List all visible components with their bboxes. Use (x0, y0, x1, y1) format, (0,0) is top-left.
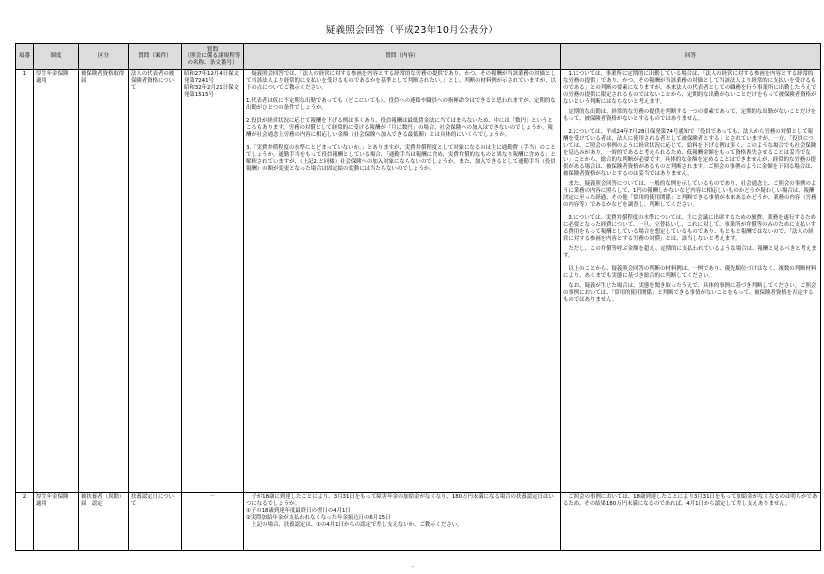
answer-paragraph: 以上のことから、疑義照会回答の判断の材料例は、一例であり、優先順位づけはなく、複数の判断材料により、あくまでも実態に基づき総合的に判断してください。 (563, 266, 817, 279)
row-no: 1 (16, 70, 34, 493)
header-question-item: 質問（案件） (129, 44, 182, 70)
content-paragraph: 子が18歳に到達したことにより、3月31日をもって障害年金の加給金がなくなり、180万円未満になる場合の扶養認定日はいつになるでしょうか。 ①子の18歳到達年度最終日の翌日の4月1日 ②実際加給年金が支払われなくなった年金振込日の6月15日 上記の場合、扶養認定は、①の4月1日からの認定で差し支えないか、ご教示ください。 (246, 494, 554, 528)
row-content (244, 493, 561, 551)
row-item: 扶養認定日について (129, 493, 182, 551)
row-category: 被扶養者（異動）届 認定 (79, 493, 129, 551)
content-paragraph: 疑義照会回答では、「法人の経営に対する参画を内容とする経常的な労務の提供であり、かつ、その報酬が当該業務の対価として当該法人より経常的に支払いを受けるものであるかを基準として判断されたい。」とし、判断の材料例が示されていますが、以下の点についてご教示ください。 (246, 71, 556, 91)
row-system: 厚生年金保険 適用 (34, 493, 79, 551)
content-paragraph: 2.役員が経営状況に応じて報酬を下げる例は多くあり、役員報酬は最低賃金法に当てはまらないため、中には「数円」というところもあります。労務の対償として経常的に受ける報酬が「月に数円」の場合、社会保険への加入はできないのでしょうか。報酬が社会通念上労務の内容に相応しい金額（社会保険へ加入できる最低額）とは具体的にいくらでしょうか。 (246, 118, 553, 138)
answer-paragraph: ご照会の事例においては、18歳到達したことにより3月31日をもって加給金がなくなるのは明らかであるため、その結果180万円未満になるのであれば、4月1日から認定して差し支えありません。 (563, 494, 818, 507)
content-paragraph: 3.「実費弁償程度の水準にとどまっていないか。」とありますが、実費弁償程度として対象になるのは主に通勤費（手当）のことでしょうか。通勤手当をもって役員報酬としている場合、「通勤手当は報酬に含め、実費弁償的なものと異なり報酬に含める」と解釈されていますが、（上記2.と同様）社会保険への加入対象にならないのでしょうか。また、加入できるとして通勤手当（役員報酬）の額が変更となった場合は固定給の変動には当たらないのでしょうか。 (246, 145, 556, 172)
table-row (16, 70, 821, 493)
row-system: 厚生年金保険 適用 (34, 70, 79, 493)
header-no: 項番 (16, 44, 34, 70)
answer-paragraph: ただし、この弁償等呼ぶ金額を超え、定期的に支払われているような場合は、報酬と見るべきと考えます。 (563, 246, 817, 259)
row-no: 2 (16, 493, 34, 551)
qa-table (15, 43, 821, 551)
answer-paragraph: また、疑義照会回答については、一般的な例を示しているものであり、社会通念上、ご照会の事例のように業務の内容に照らして、1円の報酬しかないなど内容に相応しいものかどうか疑わしい場合は、報酬決定に至った経過、その他「常用的使用関係」と判断できる事情が本来あるかどうか、業務の内容（労務の内容等）であるかなどを調査し、判断してください。 (563, 181, 817, 208)
page-title: 疑義照会回答（平成23年10月公表分） (325, 25, 499, 36)
page-footer-mark: - (412, 563, 415, 570)
header-category: 区分 (79, 44, 129, 70)
header-system: 制度 (34, 44, 79, 70)
answer-paragraph: 3.については、実費弁償程度の水準については、主に会議に出席するための旅費、業務を遂行するために必要となった経費について、一旦、立替払いし、これに対して、事業所が弁償等のみのために支払いする費用をもって報酬としている場合を想定しているものであり、もともと報酬ではないので、「法人の経営に対する参画を内容とする労務の対償」とは、該当しないと考えます。 (563, 215, 817, 242)
answer-paragraph: 定期的な出勤は、経常的な労務の提供を判断する一つの要素であって、定期的な出勤がないことだけをもって、被保険者資格がないとするものではありません。 (563, 109, 817, 122)
header-content: 質問（内容） (244, 44, 561, 70)
answer-paragraph: 2.については、平成24年7月28日保発第74号通知で「役員であっても、法人から労務の対償として報酬を受けている者は、法人に使用される者として被保険者とする」とされていますが、一方、「役員については、ご照会の事例のように経営状況に応じて、給料を下げる例は多く、このような場合でも社会保険を見込みがあり、一時的であると考えられるため、低報酬金額をもって資格喪失させることは妥当でない」ことから、総合的な判断が必要です。具体的な金額を定めることはできませんが、経常的な労務の提供がある場合は、被保険者資格があるものと判断されます。ご照会の事例のように金額を下回る場合は、被保険者資格がないとするのは妥当ではありません。 (563, 129, 817, 177)
header-row (16, 44, 821, 70)
answer-paragraph: なお、疑義が生じた場合は、実態を聞き取ったうえで、具体的事例に基づき判断してください。ご照会の事例においては、「常用的使用関係」と判断できる事情がないことをもって、被保険者資格を否定するものではありません。 (563, 283, 817, 303)
row-notice: 昭和27年12月4日保文発第7241号 昭和32年2月21日保文発第1515号 (182, 70, 244, 493)
row-answer (561, 493, 821, 551)
row-content (244, 70, 561, 493)
header-answer: 回答 (561, 44, 821, 70)
answer-paragraph: 1.については、事業所に定期的に出勤している場合は、「法人の経営に対する参画を内容とする経常的な労務の提供」であり、かつ、その報酬が当該業務の対価として当該法人より経常的に支払いを受けるものである」との判断の要素になりますが、本来法人の代表者としての職務を行う事業所に出勤したうえでの労務の提供に限定されるものではないことから、定期的な出勤がないことだけをもって被保険者資格がないという判断にはならないと考えます。 (563, 71, 817, 105)
content-paragraph: 1.代表者は仮に不定期な出勤であっても（どこにいても）、役員への連絡や職員への指揮命令はできると思われますが、定期的な出勤がひとつの条件でしょうか。 (246, 98, 556, 111)
row-item: 法人の代表者の被保険者資格について (129, 70, 182, 493)
row-notice: － (182, 493, 244, 551)
row-category: 被保険者資格取得届 (79, 70, 129, 493)
row-answer (561, 70, 821, 493)
table-row (16, 493, 821, 551)
header-notice: 質問 （照会に係る諸規程等の名称、条文番号） (182, 44, 244, 70)
